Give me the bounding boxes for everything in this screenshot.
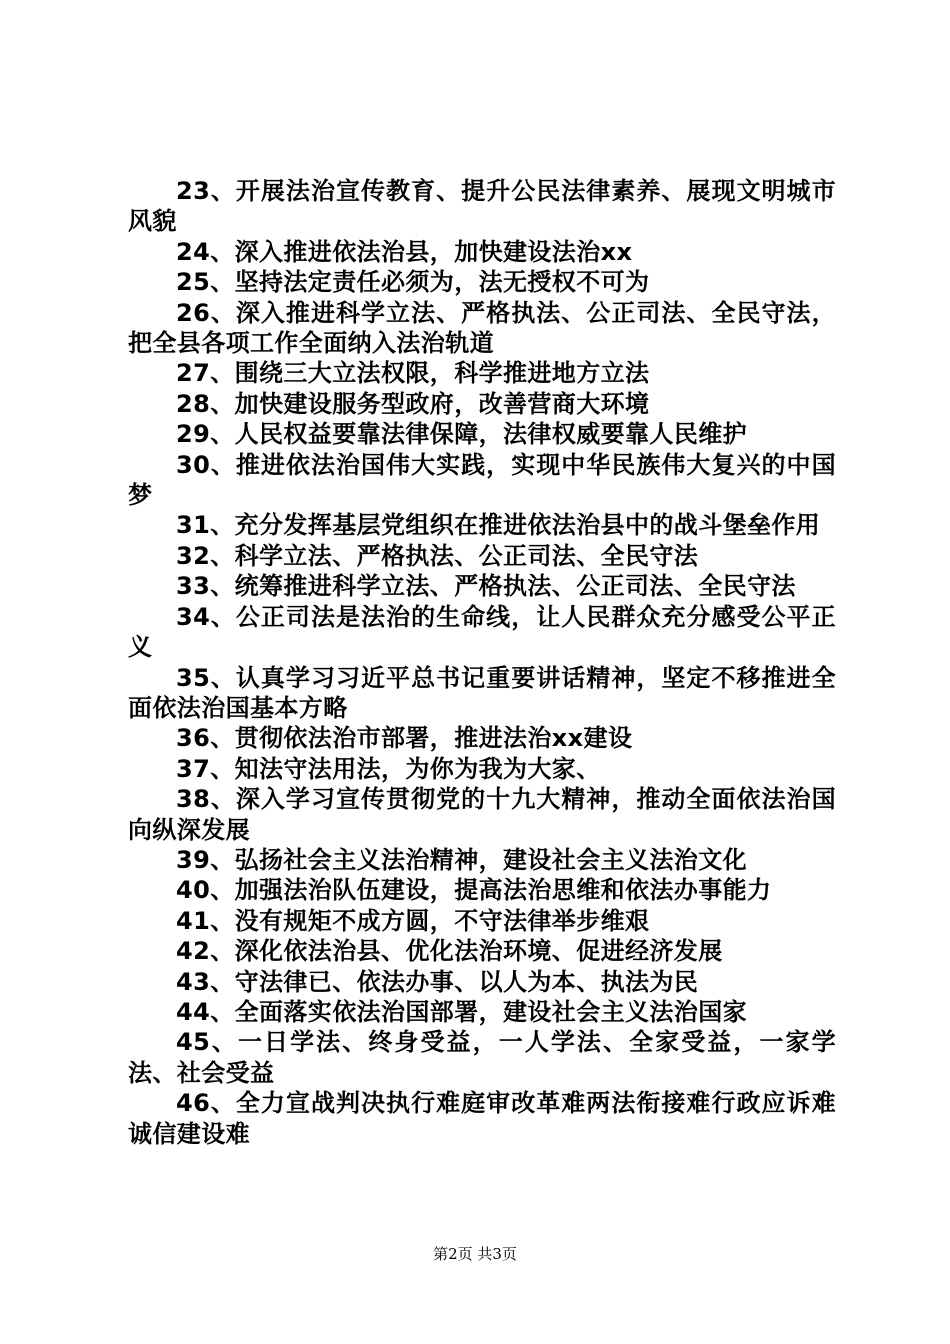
paragraph-25: 25、坚持法定责任必须为，法无授权不可为 [176, 268, 650, 297]
paragraph-34: 34、公正司法是法治的生命线，让人民群众充分感受公平正义 [128, 602, 836, 662]
paragraph-35: 35、认真学习习近平总书记重要讲话精神，坚定不移推进全面依法治国基本方略 [128, 663, 836, 722]
paragraph-27: 27、围绕三大立法权限，科学推进地方立法 [176, 359, 650, 388]
paragraph-24: 24、深入推进依法治县，加快建设法治xx [176, 237, 633, 266]
paragraph-31: 31、充分发挥基层党组织在推进依法治县中的战斗堡垒作用 [176, 511, 821, 540]
paragraph-40: 40、加强法治队伍建设，提高法治思维和依法办事能力 [176, 876, 772, 905]
paragraph-39: 39、弘扬社会主义法治精神，建设社会主义法治文化 [176, 845, 747, 874]
paragraph-45: 45、一日学法、终身受益，一人学法、全家受益，一家学法、社会受益 [128, 1028, 836, 1087]
paragraph-28: 28、加快建设服务型政府，改善营商大环境 [176, 389, 650, 418]
paragraph-37: 37、知法守法用法，为你为我为大家、 [176, 754, 601, 783]
paragraph-32: 32、科学立法、严格执法、公正司法、全民守法 [176, 541, 699, 570]
paragraph-29: 29、人民权益要靠法律保障，法律权威要靠人民维护 [176, 420, 747, 449]
paragraph-23: 23、开展法治宣传教育、提升公民法律素养、展现文明城市风貌 [128, 177, 836, 236]
paragraph-41: 41、没有规矩不成方圆，不守法律举步维艰 [176, 906, 650, 935]
document-body [128, 176, 836, 1149]
paragraph-42: 42、深化依法治县、优化法治环境、促进经济发展 [176, 937, 723, 966]
paragraph-44: 44、全面落实依法治国部署，建设社会主义法治国家 [176, 997, 747, 1026]
paragraph-43: 43、守法律已、依法办事、以人为本、执法为民 [176, 967, 699, 996]
paragraph-26: 26、深入推进科学立法、严格执法、公正司法、全民守法，把全县各项工作全面纳入法治轨道 [128, 298, 836, 358]
paragraph-30: 30、推进依法治国伟大实践，实现中华民族伟大复兴的中国梦 [128, 450, 836, 510]
paragraph-33: 33、统筹推进科学立法、严格执法、公正司法、全民守法 [176, 572, 796, 601]
paragraph-38: 38、深入学习宣传贯彻党的十九大精神，推动全面依法治国向纵深发展 [128, 785, 836, 844]
paragraph-36: 36、贯彻依法治市部署，推进法治xx建设 [176, 724, 633, 753]
paragraph-46: 46、全力宣战判决执行难庭审改革难两法衔接难行政应诉难诚信建设难 [128, 1089, 836, 1148]
page-footer [0, 1244, 950, 1264]
page-number-label: 第2页 共3页 [433, 1245, 517, 1263]
